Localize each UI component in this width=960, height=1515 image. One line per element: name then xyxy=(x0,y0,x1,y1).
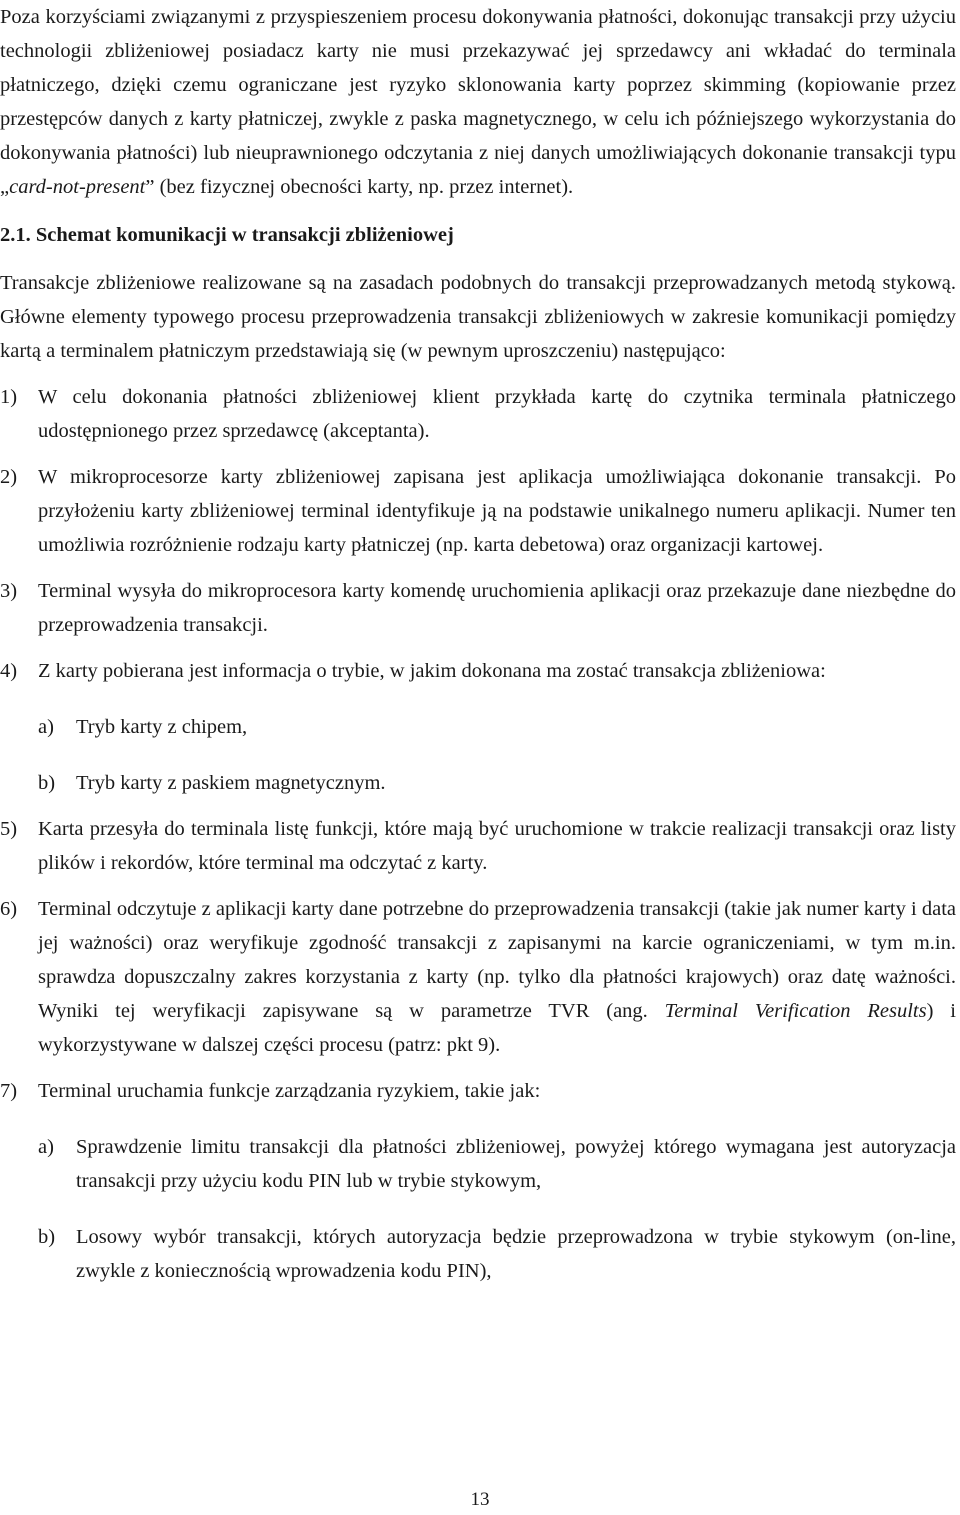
list-item-text-end: ) i wykorzystywane w dalszej części procesu (patrz: pkt 9). xyxy=(38,1000,956,1056)
list-item-text: Terminal wysyła do mikroprocesora karty komendę uruchomienia aplikacji oraz przekazuje dane niezbędne do przeprowadzenia transakcji. xyxy=(38,580,956,636)
list-item-term: Terminal Verification Results xyxy=(664,1000,927,1022)
sub-item-text: Tryb karty z paskiem magnetycznym. xyxy=(76,772,386,794)
section-heading: 2.1. Schemat komunikacji w transakcji zbliżeniowej xyxy=(0,224,454,246)
sub-item-text: Sprawdzenie limitu transakcji dla płatności zbliżeniowej, powyżej którego wymagana jest autoryzacja transakcji przy użyciu kodu PIN lub w trybie stykowym, xyxy=(76,1136,956,1192)
intro-text-end: ” (bez fizycznej obecności karty, np. przez internet). xyxy=(145,176,574,198)
sub-item-text: Tryb karty z chipem, xyxy=(76,716,248,738)
sub-item-4a xyxy=(38,710,956,744)
list-item-6 xyxy=(0,892,956,1062)
list-item-text: W mikroprocesorze karty zbliżeniowej zapisana jest aplikacja umożliwiająca dokonanie transakcji. Po przyłożeniu karty zbliżeniowej terminal identyfikuje ją na podstawie unikalnego numeru aplikacji. Numer ten umożliwia rozróżnienie rodzaju karty płatniczej (np. karta debetowa) oraz organizacji kartowej. xyxy=(38,466,956,556)
sub-item-letter: a) xyxy=(38,1136,54,1158)
list-item-text xyxy=(38,892,956,1062)
list-item-text: Z karty pobierana jest informacja o trybie, w jakim dokonana ma zostać transakcja zbliżeniowa: xyxy=(38,660,826,682)
sub-item-4b xyxy=(38,766,956,800)
list-item-number: 2) xyxy=(0,466,18,488)
list-item-1 xyxy=(0,380,956,448)
list-item-number: 3) xyxy=(0,580,18,602)
sub-item-7b xyxy=(38,1220,956,1288)
intro-paragraph xyxy=(0,0,956,204)
page-number: 13 xyxy=(470,1489,490,1510)
list-item-text: Terminal uruchamia funkcje zarządzania ryzykiem, takie jak: xyxy=(38,1080,541,1102)
sub-item-7a xyxy=(38,1130,956,1198)
sub-item-letter: b) xyxy=(38,772,56,794)
list-item-2 xyxy=(0,460,956,562)
list-item-number: 7) xyxy=(0,1080,18,1102)
list-item-number: 6) xyxy=(0,898,18,920)
list-item-number: 4) xyxy=(0,660,18,682)
list-item-5 xyxy=(0,812,956,880)
sub-item-letter: a) xyxy=(38,716,54,738)
list-item-number: 5) xyxy=(0,818,18,840)
sub-item-letter: b) xyxy=(38,1226,56,1248)
intro-term: card-not-present xyxy=(9,176,146,198)
list-item-text: W celu dokonania płatności zbliżeniowej klient przykłada kartę do czytnika terminala płatniczego udostępnionego przez sprzedawcę (akceptanta). xyxy=(38,386,956,442)
list-item-4 xyxy=(0,654,956,688)
list-item-3 xyxy=(0,574,956,642)
list-item-text: Karta przesyła do terminala listę funkcji, które mają być uruchomione w trakcie realizacji transakcji oraz listy plików i rekordów, które terminal ma odczytać z karty. xyxy=(38,818,956,874)
list-item-number: 1) xyxy=(0,386,18,408)
section-paragraph: Transakcje zbliżeniowe realizowane są na zasadach podobnych do transakcji przeprowadzanych metodą stykową. Główne elementy typowego procesu przeprowadzenia transakcji zbliżeniowych w zakresie komunikacji pomiędzy kartą a terminalem płatniczym przedstawiają się (w pewnym uproszczeniu) następująco: xyxy=(0,272,956,362)
list-item-7 xyxy=(0,1074,956,1108)
intro-text-start: Poza korzyściami związanymi z przyspieszeniem procesu dokonywania płatności, dokonując transakcji przy użyciu technologii zbliżeniowej posiadacz karty nie musi przekazywać jej sprzedawcy ani wkładać do terminala płatniczego, dzięki czemu ograniczane jest ryzyko sklonowania karty poprzez skimming (kopiowanie przez przestępców danych z karty płatniczej, zwykle z paska magnetycznego, w celu ich późniejszego wykorzystania do dokonywania płatności) lub nieuprawnionego odczytania z niej danych umożliwiających dokonanie transakcji typu „ xyxy=(0,6,956,198)
sub-item-text: Losowy wybór transakcji, których autoryzacja będzie przeprowadzona w trybie stykowym (on-line, zwykle z koniecznością wprowadzenia kodu PIN), xyxy=(76,1226,956,1282)
list-item-text-start: Terminal odczytuje z aplikacji karty dane potrzebne do przeprowadzenia transakcji (takie jak numer karty i data jej ważności) oraz weryfikuje zgodność transakcji z zapisanymi na karcie ograniczeniami, w tym m.in. sprawdza dopuszczalny zakres korzystania z karty (np. tylko dla płatności krajowych) oraz datę ważności. Wyniki tej weryfikacji zapisywane są w parametrze TVR (ang. xyxy=(38,898,956,1022)
